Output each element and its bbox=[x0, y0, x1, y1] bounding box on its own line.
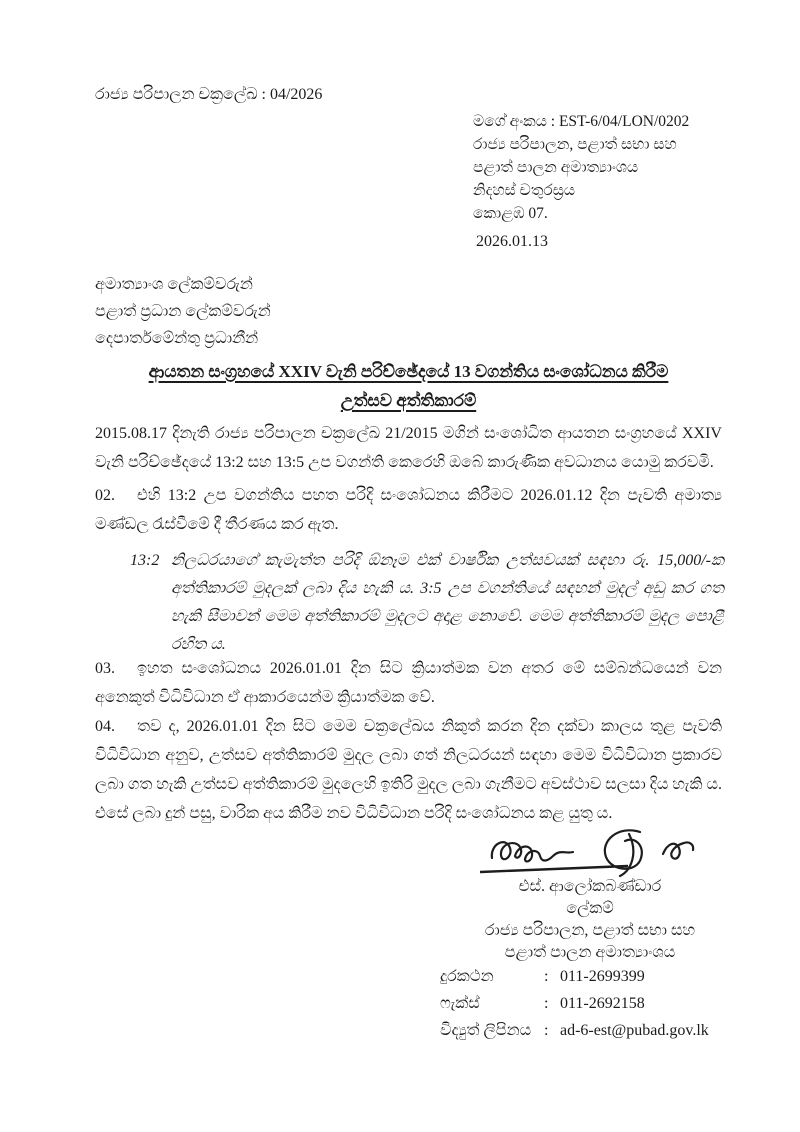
contact-separator: : bbox=[544, 968, 549, 985]
contact-fax-value: 011-2692158 bbox=[560, 995, 645, 1012]
sender-address-block bbox=[473, 110, 689, 225]
sender-address-line: පළාත් පාලන අමාත්‍යාංශය bbox=[473, 159, 639, 176]
letter-date: 2026.01.13 bbox=[476, 233, 548, 250]
sender-address-line: කොළඹ 07. bbox=[473, 205, 548, 222]
paragraph-text: තව ද, 2026.01.01 දින සිට මෙම චක්‍රලේඛය නිකුත් කරන දින දක්වා කාලය තුළ පැවති විධිවිධාන අනුව, උත්සව අත්තිකාරම් මුදල ලබා ගත් නිලධරයන් සඳහා මෙම විධිවිධාන ප්‍රකාරව ලබා ගත හැකි උත්සව අත්තිකාරම් මුදලෙහි ඉතිරි මුදල ලබා ගැනීමට අවස්ථාව සලසා දිය හැකි ය. එසේ ලබා දුන් පසු, වාරික අය කිරීම නව විධිවිධාන පරිදි සංශෝධනය කළ යුතු ය. bbox=[95, 718, 722, 822]
signatory-designation: ලේකම් bbox=[566, 900, 614, 917]
letter-title bbox=[95, 357, 722, 415]
signatory-ministry-line: පළාත් පාලන අමාත්‍යාංශය bbox=[504, 944, 676, 961]
title-line-2: උත්සව අත්තිකාරම් bbox=[340, 391, 477, 410]
recipient-line: පළාත් ප්‍රධාන ලේකම්වරුන් bbox=[95, 303, 271, 320]
paragraph-intro: 2015.08.17 දිනැති රාජ්‍ය පරිපාලන චක්‍රලේඛ 21/2015 මගින් සංශෝධිත ආයතන සංග්‍රහයේ XXIV වැනි පරිච්ඡේදයේ 13:2 සහ 13:5 උප වගන්ති කෙරෙහි ඔබේ කාරුණික අවධානය යොමු කරවමි. bbox=[95, 425, 722, 471]
contact-label: දුරකථන bbox=[440, 968, 494, 985]
paragraph-02 bbox=[95, 481, 722, 539]
contact-separator: : bbox=[544, 995, 549, 1012]
contact-phone-value: 011-2699399 bbox=[560, 968, 645, 985]
contact-details-block bbox=[440, 963, 709, 1044]
reference-label: මගේ අංකය bbox=[473, 113, 547, 130]
recipient-line: අමාත්‍යාංශ ලේකම්වරුන් bbox=[95, 276, 253, 293]
paragraph-number: 04. bbox=[95, 718, 115, 735]
paragraph-03 bbox=[95, 654, 722, 712]
recipients-block bbox=[95, 271, 271, 352]
reference-value: EST-6/04/LON/0202 bbox=[558, 113, 690, 130]
sender-address-line: නිදහස් චතුරස්‍රය bbox=[473, 182, 576, 199]
signatory-ministry-line: රාජ්‍ය පරිපාලන, පළාත් සභා සහ bbox=[484, 922, 696, 939]
clause-13-2 bbox=[130, 547, 724, 659]
recipient-line: දෙපාර්තමේන්තු ප්‍රධානීන් bbox=[95, 330, 259, 347]
paragraph-04 bbox=[95, 712, 722, 828]
clause-text: නිලධරයාගේ කැමැත්ත පරිදි ඕනෑම එක් වාර්ෂික උත්සවයක් සඳහා රු. 15,000/-ක අත්තිකාරම් මුදලක් ලබා දිය හැකි ය. 3:5 උප වගන්තියේ සඳහන් මුදල් අඩු කර ගත හැකි සීමාවන් මෙම අත්තිකාරම් මුදලට අදාළ නොවේ. මෙම අත්තිකාරම් මුදල පොළී රහිත ය. bbox=[171, 552, 724, 653]
paragraph-number: 03. bbox=[95, 660, 115, 677]
title-line-1: ආයතන සංග්‍රහයේ XXIV වැනි පරිච්ඡේදයේ 13 වගන්තිය සංශෝධනය කිරීම bbox=[148, 362, 669, 381]
reference-number-line bbox=[473, 110, 689, 133]
paragraph-text: එහි 13:2 උප වගන්තිය පහත පරිදි සංශෝධනය කිරීමට 2026.01.12 දින පැවති අමාත්‍ය මණ්ඩල රැස්වීමේ දී තීරණය කර ඇත. bbox=[95, 487, 722, 533]
reference-separator: : bbox=[546, 113, 559, 130]
contact-email-value: ad-6-est@pubad.gov.lk bbox=[560, 1022, 709, 1039]
clause-number: 13:2 bbox=[130, 552, 160, 569]
contact-label: ෆැක්ස් bbox=[440, 995, 480, 1012]
paragraph-number: 02. bbox=[95, 487, 115, 504]
contact-separator: : bbox=[544, 1022, 549, 1039]
signature-block bbox=[440, 820, 740, 964]
signatory-name: එස්. ආලෝකබණ්ඩාර bbox=[518, 878, 662, 895]
signature-scribble-icon bbox=[480, 820, 710, 878]
circular-number-line: රාජ්‍ය පරිපාලන චක්‍රලේඛ : 04/2026 bbox=[95, 86, 323, 103]
sender-address-line: රාජ්‍ය පරිපාලන, පළාත් සභා සහ bbox=[473, 136, 677, 153]
paragraph-text: ඉහත සංශෝධනය 2026.01.01 දින සිට ක්‍රියාත්මක වන අතර මේ සම්බන්ධයෙන් වන අනෙකුත් විධිවිධාන ඒ ආකාරයෙන්ම ක්‍රියාත්මක වේ. bbox=[95, 660, 722, 706]
contact-label: විද්‍යුත් ලිපිනය bbox=[440, 1022, 532, 1039]
